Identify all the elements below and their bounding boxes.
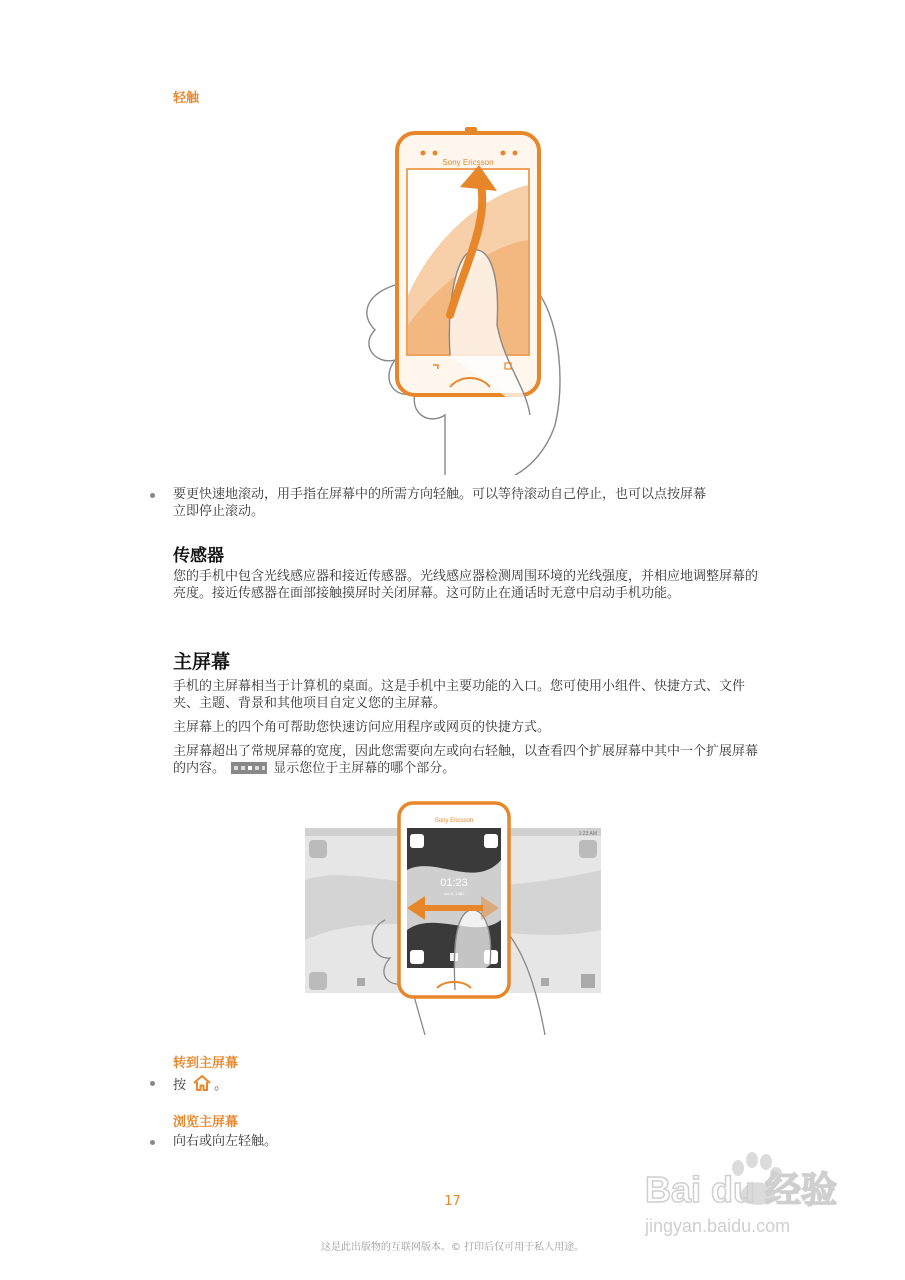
goto-home-instruction <box>173 1074 758 1097</box>
phone-brand-text: Sony Ericsson <box>434 818 474 824</box>
watermark-url: jingyan.baidu.com <box>645 1216 791 1236</box>
home-paragraph-3 <box>173 743 758 777</box>
sensor-heading: 传感器 <box>173 546 224 566</box>
browse-home-heading: 浏览主屏幕 <box>173 1115 239 1130</box>
home-icon <box>192 1074 212 1097</box>
phone-brand-text: Sony Ericsson <box>442 158 494 167</box>
watermark-logo: Bai du 经验 <box>645 1169 838 1210</box>
phone-date: Jan 6, 1982 <box>443 891 465 896</box>
press-end: 。 <box>214 1078 228 1093</box>
bullet-marker <box>150 1081 155 1086</box>
home-paragraph-3-end: 显示您位于主屏幕的哪个部分。 <box>273 761 456 776</box>
press-label: 按 <box>173 1078 187 1093</box>
page-number: 17 <box>444 1194 461 1209</box>
phone-clock: 01:23 <box>440 877 468 889</box>
right-screen-status-time: 1:23 AM <box>578 831 597 837</box>
footer-notice: 这是此出版物的互联网版本。© 打印后仅可用于私人用途。 <box>320 1242 585 1253</box>
home-screen-heading: 主屏幕 <box>173 651 231 673</box>
screen-position-indicator-icon <box>231 762 267 774</box>
goto-home-heading: 转到主屏幕 <box>173 1056 239 1071</box>
sensor-paragraph: 您的手机中包含光线感应器和接近传感器。光线感应器检测周围环境的光线强度，并相应地调整屏幕的亮度。接近传感器在面部接触摸屏时关闭屏幕。这可防止在通话时无意中启动手机功能。 <box>173 569 759 601</box>
home-screen-illustration <box>305 800 601 1035</box>
baidu-watermark <box>640 1140 880 1250</box>
home-paragraph-2: 主屏幕上的四个角可帮助您快速访问应用程序或网页的快捷方式。 <box>173 720 551 735</box>
bullet-marker <box>150 1140 155 1145</box>
home-paragraph-1: 手机的主屏幕相当于计算机的桌面。这是手机中主要功能的入口。您可使用小组件、快捷方式、文件夹、主题、背景和其他项目自定义您的主屏幕。 <box>173 679 746 711</box>
home-paragraph-3-text: 主屏幕超出了常规屏幕的宽度，因此您需要向左或向右轻触，以查看四个扩展屏幕中其中一个扩展屏幕的内容。 <box>173 744 759 776</box>
bullet-marker <box>150 493 155 498</box>
flick-illustration <box>355 125 570 475</box>
browse-home-instruction: 向右或向左轻触。 <box>173 1134 278 1149</box>
flick-bullet-text: 要更快速地滚动，用手指在屏幕中的所需方向轻触。可以等待滚动自己停止，也可以点按屏幕立即停止滚动。 <box>173 487 707 519</box>
flick-heading: 轻触 <box>173 91 200 106</box>
